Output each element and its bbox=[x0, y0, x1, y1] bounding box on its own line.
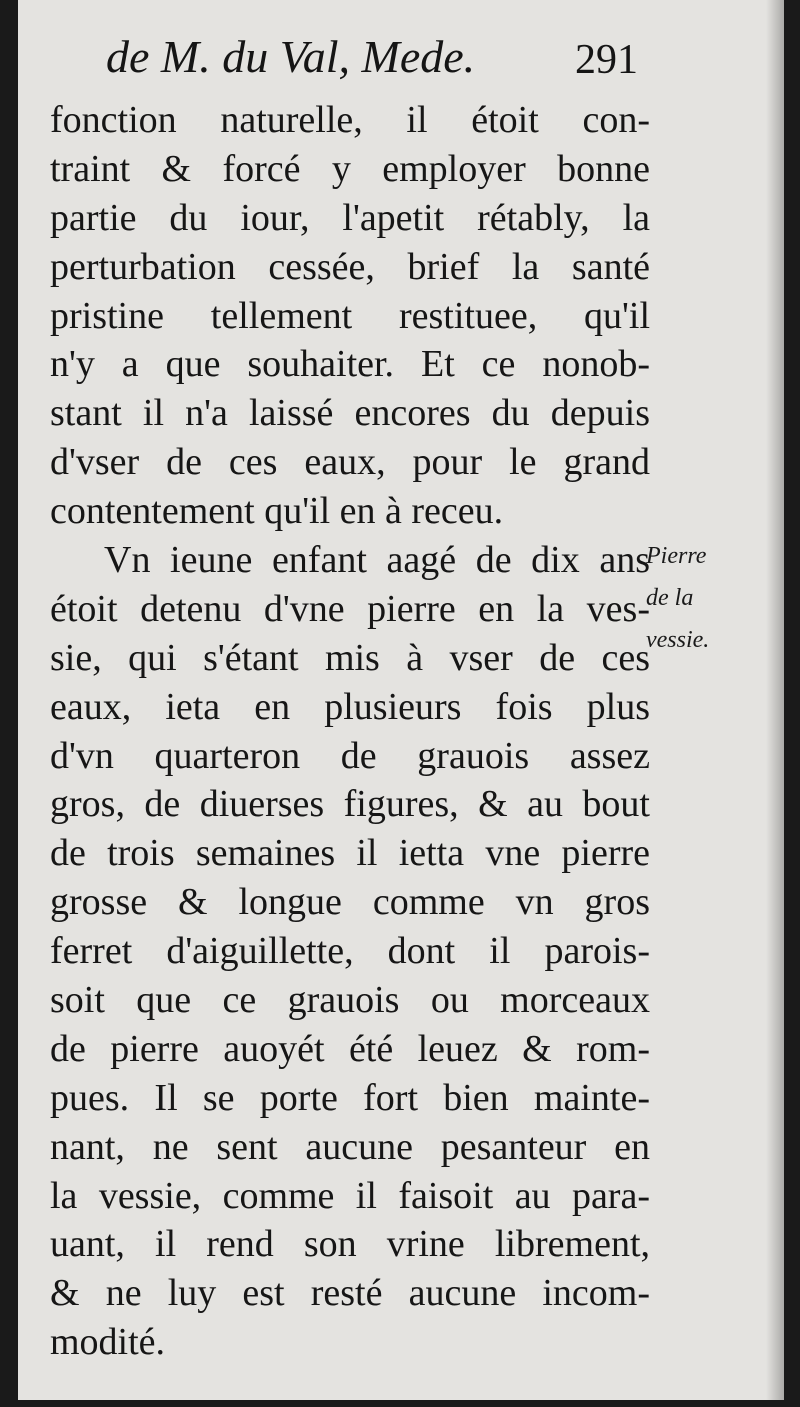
text-line: sie, qui s'étant mis à vser de ces bbox=[50, 636, 650, 679]
text-line: d'vser de ces eaux, pour le grand bbox=[50, 441, 650, 484]
text-line: d'vn quarteron de grauois assez bbox=[50, 734, 650, 777]
page-number: 291 bbox=[575, 37, 638, 83]
text-line: nant, ne sent aucune pesanteur en bbox=[50, 1125, 650, 1168]
text-line: contentement qu'il en à receu. bbox=[50, 490, 504, 533]
text-line: étoit detenu d'vne pierre en la ves- bbox=[50, 587, 650, 630]
page-header bbox=[106, 26, 646, 96]
text-line: ferret d'aiguillette, dont il parois- bbox=[50, 930, 650, 973]
text-line: pues. Il se porte fort bien mainte- bbox=[50, 1076, 650, 1119]
text-line: fonction naturelle, il étoit con- bbox=[50, 99, 650, 141]
text-line: partie du iour, l'apetit rétably, la bbox=[50, 196, 650, 239]
marginal-note-line: de la bbox=[646, 585, 694, 611]
marginal-note-line: Pierre bbox=[646, 543, 707, 569]
text-line: stant il n'a laissé encores du depuis bbox=[50, 392, 650, 435]
marginal-note bbox=[646, 535, 766, 661]
book-page bbox=[18, 0, 784, 1400]
text-line: uant, il rend son vrine librement, bbox=[50, 1223, 650, 1266]
text-line: la vessie, comme il faisoit au para- bbox=[50, 1174, 650, 1217]
text-line: n'y a que souhaiter. Et ce nonob- bbox=[50, 343, 650, 386]
body-text bbox=[50, 96, 650, 1367]
text-line: modité. bbox=[50, 1321, 166, 1364]
text-line: de pierre auoyét été leuez & rom- bbox=[50, 1027, 650, 1070]
text-line: gros, de diuerses figures, & au bout bbox=[50, 783, 650, 826]
text-line: pristine tellement restituee, qu'il bbox=[50, 294, 650, 337]
running-title: de M. du Val, Mede. bbox=[106, 31, 476, 82]
text-line: grosse & longue comme vn gros bbox=[50, 881, 650, 924]
marginal-note-line: vessie. bbox=[646, 627, 710, 653]
text-line: perturbation cessée, brief la santé bbox=[50, 245, 650, 288]
text-line: soit que ce grauois ou morceaux bbox=[50, 979, 650, 1022]
text-line: & ne luy est resté aucune incom- bbox=[50, 1272, 650, 1315]
text-line: traint & forcé y employer bonne bbox=[50, 147, 650, 190]
text-line: de trois semaines il ietta vne pierre bbox=[50, 832, 650, 875]
text-line: Vn ieune enfant aagé de dix ans bbox=[104, 539, 650, 582]
text-line: eaux, ieta en plusieurs fois plus bbox=[50, 685, 650, 728]
